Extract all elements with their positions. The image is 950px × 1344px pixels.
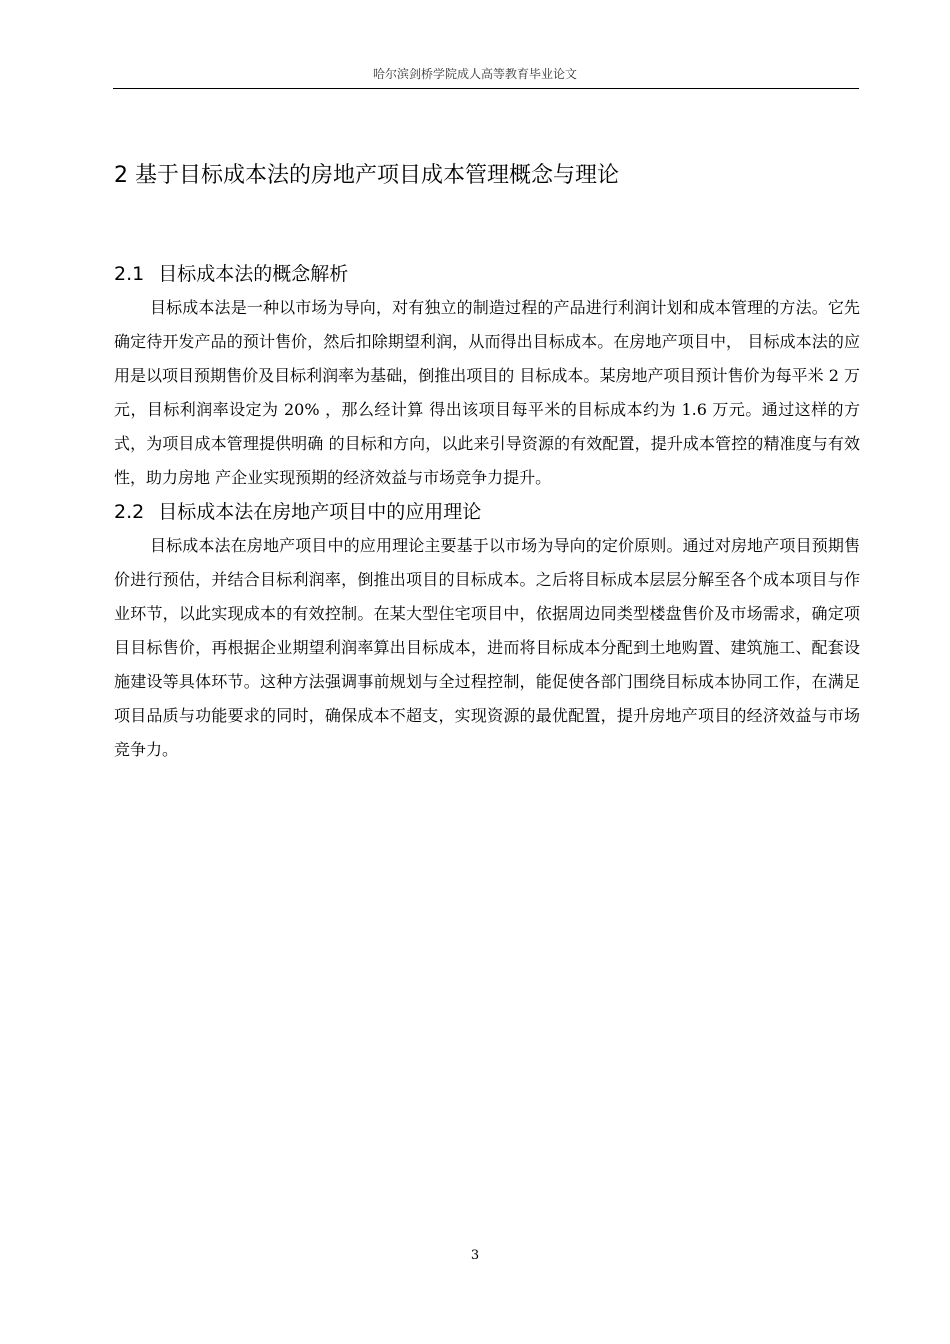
running-header: 哈尔滨剑桥学院成人高等教育毕业论文	[372, 67, 577, 81]
section-number: 2.1	[114, 263, 145, 285]
body-paragraph: 目标成本法是一种以市场为导向，对有独立的制造过程的产品进行利润计划和成本管理的方法。它先确定待开发产品的预计售价，然后扣除期望利润，从而得出目标成本。在房地产项目中， 目标成本法的应用是以项目预期售价及目标利润率为基础，倒推出项目的 目标成本。某房地产项目预计售价为每平米 2 万元，目标利润率设定为 20% ，那么经计算 得出该项目每平米的目标成本约为 1.6 万元。通过这样的方式，为项目成本管理提供明确 的目标和方向，以此来引导资源的有效配置，提升成本管控的精准度与有效性，助力房地 产企业实现预期的经济效益与市场竞争力提升。	[114, 298, 860, 487]
body-paragraph: 目标成本法在房地产项目中的应用理论主要基于以市场为导向的定价原则。通过对房地产项目预期售价进行预估，并结合目标利润率，倒推出项目的目标成本。之后将目标成本层层分解至各个成本项目与作业环节，以此实现成本的有效控制。在某大型住宅项目中，依据周边同类型楼盘售价及市场需求，确定项目目标售价，再根据企业期望利润率算出目标成本，进而将目标成本分配到土地购置、建筑施工、配套设施建设等具体环节。这种方法强调事前规划与全过程控制，能促使各部门围绕目标成本协同工作，在满足项目品质与功能要求的同时，确保成本不超支，实现资源的最优配置，提升房地产项目的经济效益与市场竞争力。	[114, 536, 860, 759]
section-2-2	[114, 496, 860, 767]
section-2-1	[114, 258, 860, 495]
section-heading	[114, 496, 860, 528]
page-body	[114, 158, 860, 768]
section-heading	[114, 258, 860, 290]
section-title: 目标成本法的概念解析	[158, 263, 349, 285]
page-number: 3	[470, 1248, 480, 1263]
section-number: 2.2	[114, 501, 145, 523]
header-divider	[113, 88, 859, 89]
chapter-title: 2 基于目标成本法的房地产项目成本管理概念与理论	[114, 163, 619, 188]
section-title: 目标成本法在房地产项目中的应用理论	[158, 501, 482, 523]
